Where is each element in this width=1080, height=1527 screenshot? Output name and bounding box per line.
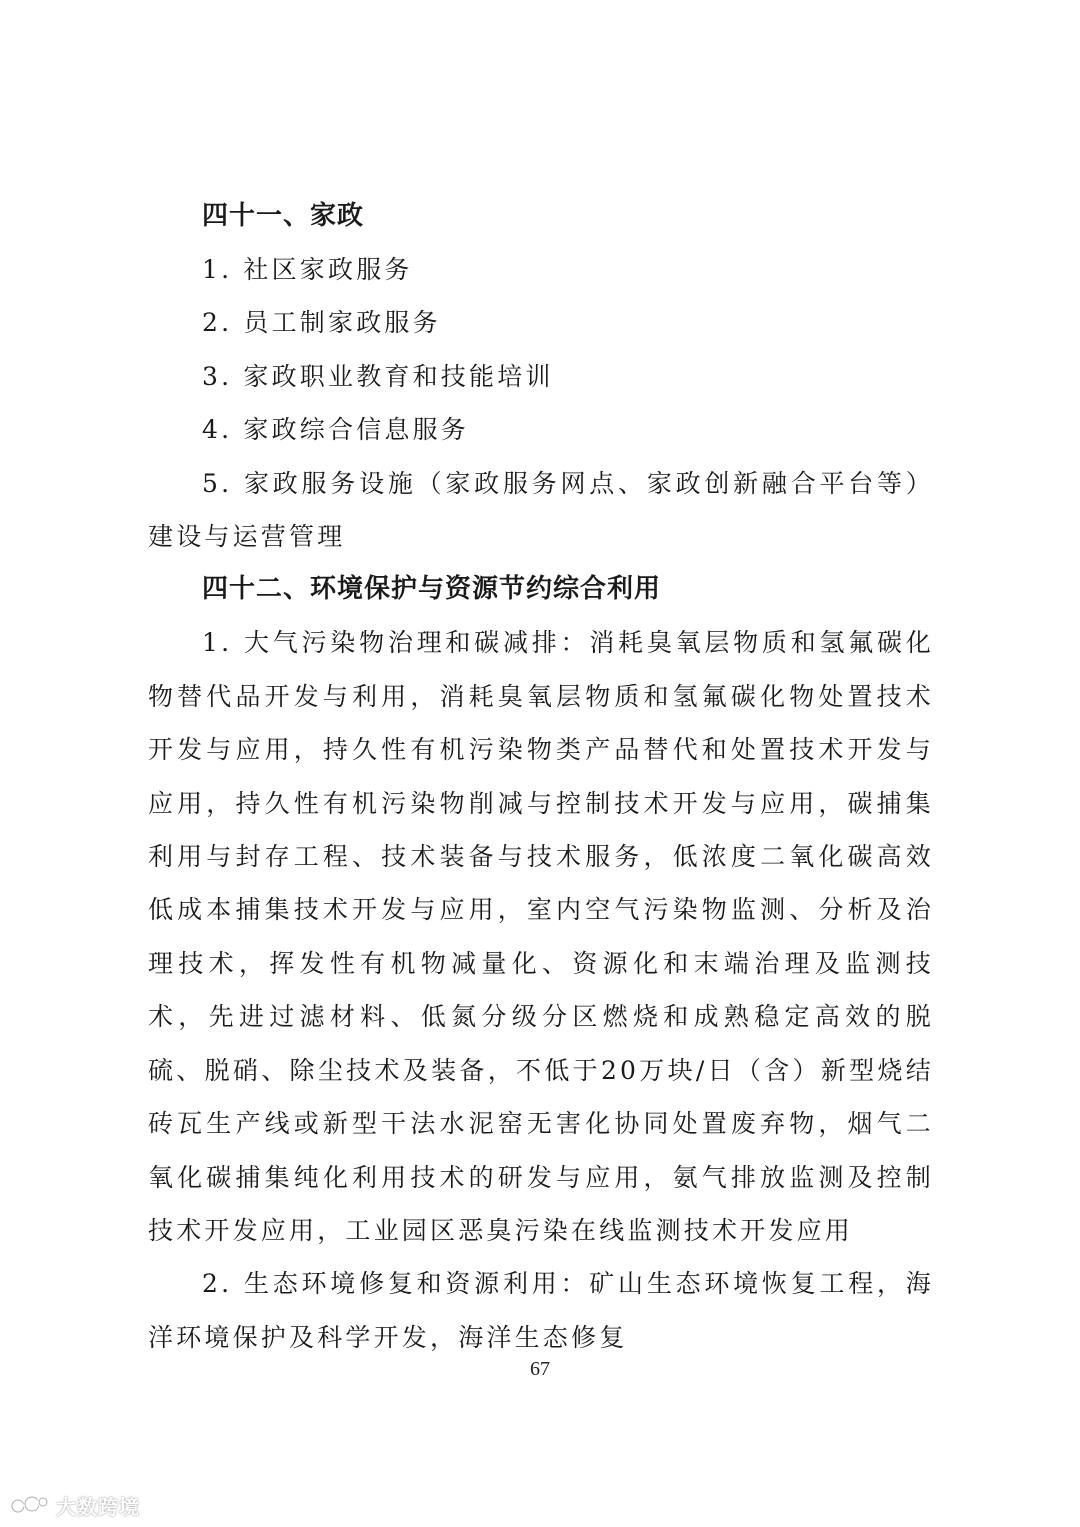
section-heading-41: 四十一、家政 <box>202 201 365 231</box>
list-item: 2. 员工制家政服务 <box>202 308 441 338</box>
list-item: 1. 大气污染物治理和碳减排：消耗臭氧层物质和氢氟碳化物替代品开发与利用，消耗臭氧层物质和氢氟碳化物处置技术开发与应用，持久性有机污染物类产品替代和处置技术开发与应用，持久性有机污染物削减与控制技术开发与应用，碳捕集利用与封存工程、技术装备与技术服务，低浓度二氧化碳高效低成本捕集技术开发与应用，室内空气污染物监测、分析及治理技术，挥发性有机物减量化、资源化和末端治理及监测技术，先进过滤材料、低氮分级分区燃烧和成熟稳定高效的脱硫、脱硝、除尘技术及装备，不低于20万块/日（含）新型烧结砖瓦生产线或新型干法水泥窑无害化协同处置废弃物，烟气二氧化碳捕集纯化利用技术的研发与应用，氨气排放监测及控制技术开发应用，工业园区恶臭污染在线监测技术开发应用 <box>148 628 934 1245</box>
list-item: 4. 家政综合信息服务 <box>202 415 469 445</box>
watermark <box>10 1490 140 1520</box>
page-number: 67 <box>530 1358 550 1380</box>
document-body <box>148 190 934 1364</box>
list-item: 3. 家政职业教育和技能培训 <box>202 361 554 391</box>
list-item: 1. 社区家政服务 <box>202 255 413 284</box>
section-heading-42: 四十二、环境保护与资源节约综合利用 <box>202 574 662 605</box>
brand-logo-icon <box>10 1492 50 1518</box>
list-item: 5. 家政服务设施（家政服务网点、家政创新融合平台等）建设与运营管理 <box>148 468 934 552</box>
list-item: 2. 生态环境修复和资源利用：矿山生态环境恢复工程，海洋环境保护及科学开发，海洋生态修复 <box>148 1269 934 1352</box>
watermark-text: 大数跨境 <box>56 1494 140 1519</box>
